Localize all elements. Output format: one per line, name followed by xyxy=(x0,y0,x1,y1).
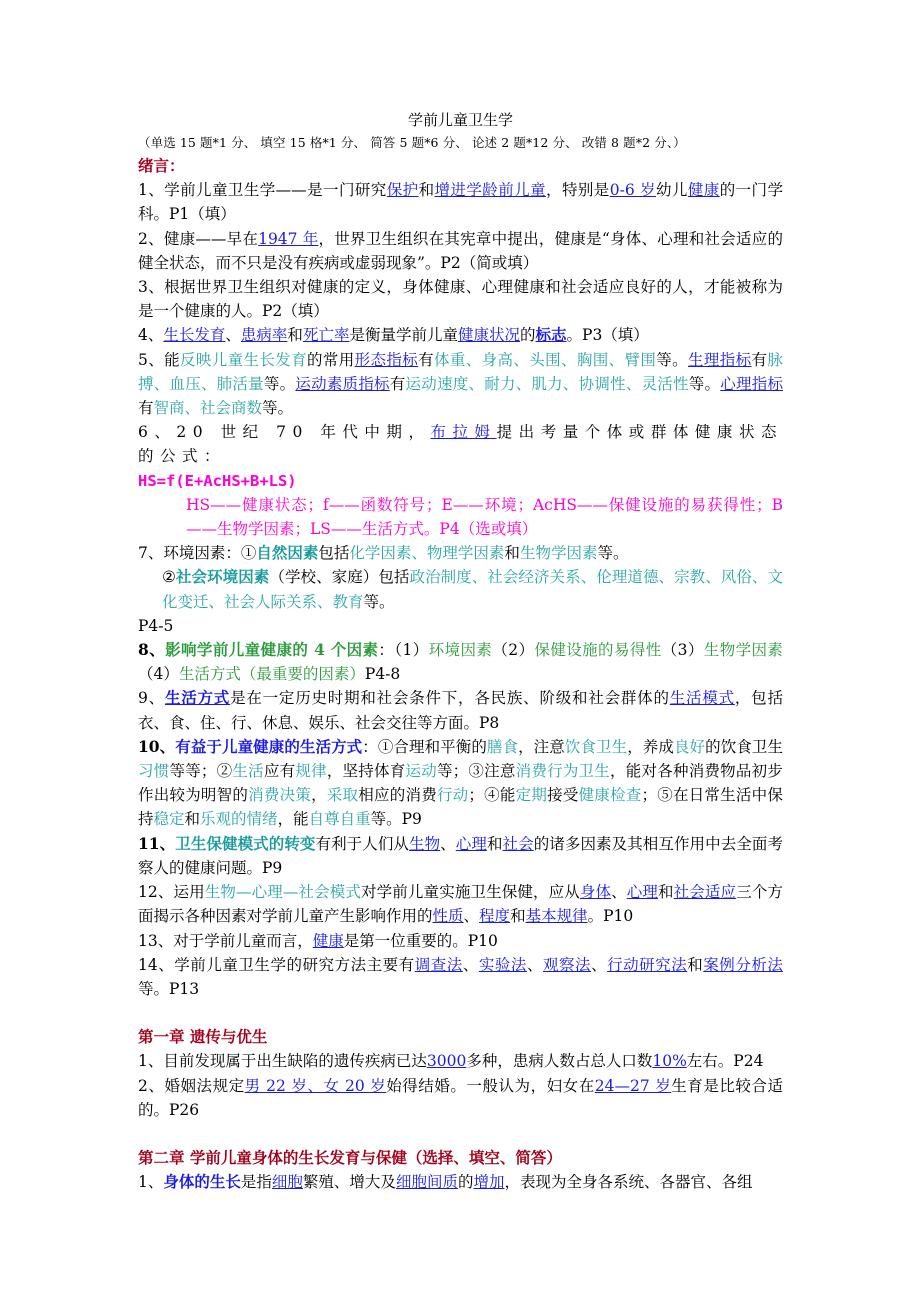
document-content xyxy=(138,108,783,1194)
intro-item-9: 9、生活方式是在一定历史时期和社会条件下，各民族、阶级和社会群体的生活模式，包括衣、食、住、行、休息、娱乐、社会交往等方面。P8 xyxy=(138,688,783,732)
intro-item-1: 1、学前儿童卫生学——是一门研究保护和增进学龄前儿童，特别是0-6 岁幼儿健康的一门学科。P1（填） xyxy=(138,181,783,224)
spacer xyxy=(138,1122,783,1146)
intro-item-6: 6、20 世纪 70 年代中期，布拉姆提出考量个体或群体健康状态的公式： xyxy=(138,423,783,466)
intro-item-7: 7、环境因素：①自然因素包括化学因素、物理学因素和生物学因素等。 xyxy=(138,543,629,563)
chapter-1-item-2: 2、婚姻法规定男 22 岁、女 20 岁始得结婚。一般认为，妇女在24—27 岁生育是比较合适的。P26 xyxy=(138,1076,784,1119)
intro-item-7-page: P4-5 xyxy=(138,616,174,635)
section-heading-intro: 绪言： xyxy=(138,156,185,175)
page-title: 学前儿童卫生学 xyxy=(407,111,513,129)
intro-item-2: 2、健康——早在1947 年，世界卫生组织在其宪章中提出，健康是“身体、心理和社会适应的健全状态，而不只是没有疾病或虚弱现象”。P2（简或填） xyxy=(138,229,783,272)
intro-item-10: 10、有益于儿童健康的生活方式：①合理和平衡的膳食，注意饮食卫生，养成良好的饮食卫生习惯等等；②生活应有规律，坚持体育运动等；③注意消费行为卫生，能对各种消费物品初步作出较为明智的消费决策，采取相应的消费行动；④能定期接受健康检查；⑤在日常生活中保持稳定和乐观的情绪，能自尊自重等。P9 xyxy=(138,736,783,829)
health-formula: HS=f(E+AcHS+B+LS) xyxy=(138,471,297,490)
intro-item-12: 12、运用生物—心理—社会模式对学前儿童实施卫生保健，应从身体、心理和社会适应三个方面揭示各种因素对学前儿童产生影响作用的性质、程度和基本规律。P10 xyxy=(138,883,783,926)
intro-item-11: 11、卫生保健模式的转变有利于人们从生物、心理和社会的诸多因素及其相互作用中去全面考察人的健康问题。P9 xyxy=(138,833,783,877)
section-heading-chapter-2: 第二章 学前儿童身体的生长发育与保健（选择、填空、简答） xyxy=(138,1147,562,1167)
formula-legend: HS——健康状态；f——函数符号；E——环境；AcHS——保健设施的易获得性；B——生物学因素；LS——生活方式。P4（选或填） xyxy=(186,495,783,539)
intro-item-8: 8、影响学前儿童健康的 4 个因素：（1）环境因素（2）保健设施的易得性（3）生物学因素（4）生活方式（最重要的因素）P4-8 xyxy=(138,640,783,684)
intro-item-13: 13、对于学前儿童而言，健康是第一位重要的。P10 xyxy=(138,931,498,950)
chapter-2-item-1: 1、身体的生长是指细胞繁殖、增大及细胞间质的增加，表现为全身各系统、各器官、各组 xyxy=(138,1172,753,1192)
chapter-1-item-1: 1、目前发现属于出生缺陷的遗传疾病已达3000多种，患病人数占总人口数10%左右。P24 xyxy=(138,1052,764,1071)
intro-item-14: 14、学前儿童卫生学的研究方法主要有调查法、实验法、观察法、行动研究法和案例分析法等。P13 xyxy=(138,955,783,998)
intro-item-3: 3、根据世界卫生组织对健康的定义，身体健康、心理健康和社会适应良好的人，才能被称为是一个健康的人。P2（填） xyxy=(138,278,783,321)
scoring-line: （单选 15 题*1 分、 填空 15 格*1 分、 简答 5 题*6 分、 论述 2 题*12 分、 改错 8 题*2 分、） xyxy=(138,135,686,150)
section-heading-chapter-1: 第一章 遗传与优生 xyxy=(138,1027,268,1047)
intro-item-5: 5、能反映儿童生长发育的常用形态指标有体重、身高、头围、胸围、臂围等。生理指标有脉搏、血压、肺活量等。运动素质指标有运动速度、耐力、肌力、协调性、灵活性等。心理指标有智商、社会商数等。 xyxy=(138,350,783,418)
intro-item-4: 4、生长发育、患病率和死亡率是衡量学前儿童健康状况的标志。P3（填） xyxy=(138,325,649,345)
spacer xyxy=(138,1001,783,1025)
intro-item-7-social: ②社会环境因素（学校、家庭）包括政治制度、社会经济关系、伦理道德、宗教、风俗、文化变迁、社会人际关系、教育等。 xyxy=(162,567,783,611)
